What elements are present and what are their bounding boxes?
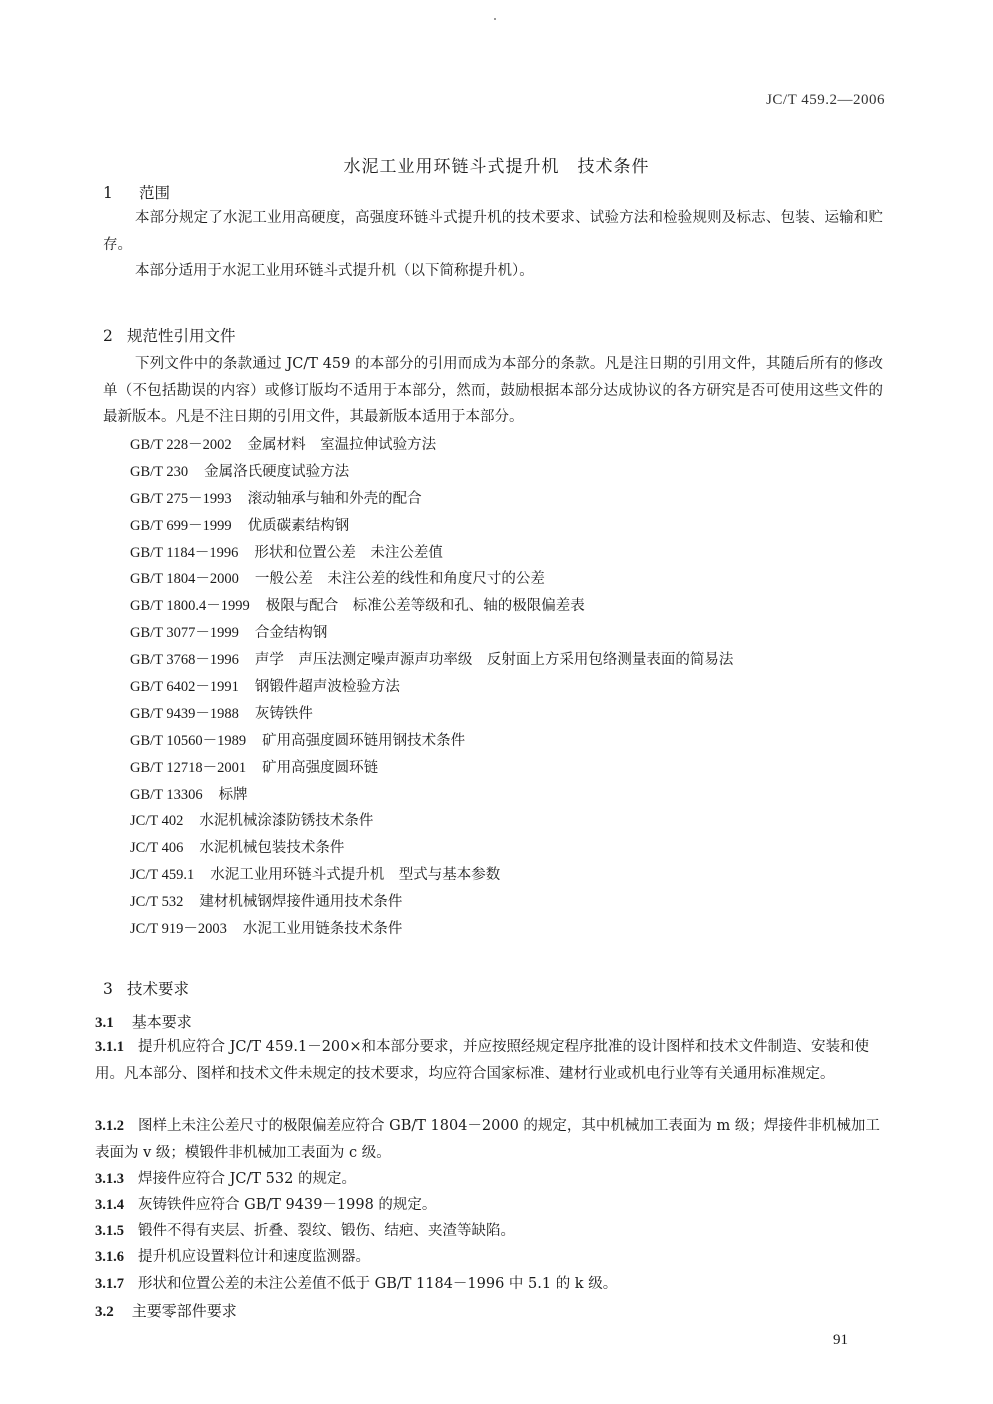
page-number: 91 bbox=[833, 1332, 848, 1348]
subsection-title: 主要零部件要求 bbox=[131, 1302, 237, 1320]
reference-title: 形状和位置公差 未注公差值 bbox=[254, 544, 443, 561]
reference-title: 建材机械钢焊接件通用技术条件 bbox=[199, 894, 403, 911]
reference-title: 一般公差 未注公差的线性和角度尺寸的公差 bbox=[254, 571, 545, 588]
reference-title: 金属材料 室温拉伸试验方法 bbox=[247, 437, 437, 453]
reference-item bbox=[130, 459, 733, 486]
clause-number: 3.1.3 bbox=[95, 1171, 124, 1187]
reference-code: GB/T 3077－1999 bbox=[130, 625, 239, 642]
section-number: 3 bbox=[103, 980, 113, 998]
reference-item bbox=[130, 755, 733, 782]
reference-title: 滚动轴承与轴和外壳的配合 bbox=[247, 490, 422, 507]
reference-item bbox=[130, 808, 733, 835]
clause-3-1-1 bbox=[95, 1034, 885, 1087]
section-1-heading bbox=[103, 181, 170, 203]
section-2-paragraph: 下列文件中的条款通过 JC/T 459 的本部分的引用而成为本部分的条款。凡是注日期的引用文件，其随后所有的修改单（不包括勘误的内容）或修订版均不适用于本部分，然而，鼓励根据本部分达成协议的各方研究是否可使用这些文件的最新版本。凡是不注日期的引用文件，其最新版本适用于本部分。 bbox=[103, 356, 883, 425]
subsection-title: 基本要求 bbox=[131, 1013, 192, 1031]
reference-title: 优质碳素结构钢 bbox=[247, 517, 350, 534]
clause-number: 3.1.2 bbox=[95, 1118, 124, 1134]
reference-title: 灰铸铁件 bbox=[254, 705, 313, 722]
reference-title: 标牌 bbox=[218, 786, 248, 803]
reference-code: GB/T 12718－2001 bbox=[130, 759, 247, 776]
clause-3-1-5 bbox=[95, 1218, 885, 1245]
reference-code: GB/T 1184－1996 bbox=[130, 544, 239, 561]
reference-item bbox=[130, 486, 733, 513]
reference-item bbox=[130, 566, 733, 593]
reference-code: GB/T 1804－2000 bbox=[130, 571, 239, 588]
section-title: 规范性引用文件 bbox=[127, 327, 236, 345]
clause-3-1-7 bbox=[95, 1271, 885, 1298]
section-2-heading bbox=[103, 324, 236, 346]
reference-item bbox=[130, 432, 733, 459]
reference-item bbox=[130, 889, 733, 916]
reference-code: JC/T 402 bbox=[130, 813, 184, 830]
reference-title: 水泥工业用链条技术条件 bbox=[242, 921, 403, 938]
section-1-paragraph-2: 本部分适用于水泥工业用环链斗式提升机（以下简称提升机）。 bbox=[135, 263, 534, 279]
reference-code: JC/T 459.1 bbox=[130, 867, 195, 884]
section-title: 技术要求 bbox=[127, 980, 190, 998]
reference-code: GB/T 6402－1991 bbox=[130, 679, 239, 696]
reference-code: GB/T 228－2002 bbox=[130, 437, 232, 453]
reference-title: 水泥工业用环链斗式提升机 型式与基本参数 bbox=[210, 867, 501, 884]
reference-code: GB/T 1800.4－1999 bbox=[130, 598, 250, 615]
reference-title: 金属洛氏硬度试验方法 bbox=[204, 463, 350, 480]
reference-item bbox=[130, 620, 733, 647]
reference-code: GB/T 699－1999 bbox=[130, 517, 232, 534]
reference-title: 水泥机械包装技术条件 bbox=[199, 840, 345, 857]
reference-code: GB/T 230 bbox=[130, 463, 189, 480]
reference-item bbox=[130, 540, 733, 567]
clause-text: 图样上未注公差尺寸的极限偏差应符合 GB/T 1804－2000 的规定，其中机械加工表面为 m 级；焊接件非机械加工表面为 v 级；模锻件非机械加工表面为 c 级。 bbox=[95, 1118, 880, 1161]
normative-references-list bbox=[130, 432, 733, 943]
reference-title: 极限与配合 标准公差等级和孔、轴的极限偏差表 bbox=[265, 598, 585, 615]
clause-number: 3.1.1 bbox=[95, 1039, 124, 1055]
section-1-paragraph-1: 本部分规定了水泥工业用高硬度，高强度环链斗式提升机的技术要求、试验方法和检验规则及标志、包装、运输和贮存。 bbox=[103, 210, 883, 253]
reference-item bbox=[130, 916, 733, 943]
document-title: 水泥工业用环链斗式提升机 技术条件 bbox=[343, 157, 650, 177]
reference-title: 钢锻件超声波检验方法 bbox=[254, 679, 400, 696]
subsection-3-2-heading bbox=[95, 1300, 237, 1321]
clause-3-1-4 bbox=[95, 1192, 885, 1219]
clause-text: 提升机应符合 JC/T 459.1－200×和本部分要求，并应按照经规定程序批准的设计图样和技术文件制造、安装和使用。凡本部分、图样和技术文件未规定的技术要求，均应符合国家标准、建材行业或机电行业等有关通用标准规定。 bbox=[95, 1039, 870, 1082]
reference-item bbox=[130, 701, 733, 728]
reference-code: JC/T 532 bbox=[130, 894, 184, 911]
clause-text: 形状和位置公差的未注公差值不低于 GB/T 1184－1996 中 5.1 的 k 级。 bbox=[138, 1276, 618, 1292]
clause-number: 3.1.4 bbox=[95, 1197, 124, 1213]
section-3-heading bbox=[103, 977, 189, 999]
reference-title: 矿用高强度圆环链 bbox=[262, 759, 379, 776]
section-title: 范围 bbox=[139, 184, 171, 202]
subsection-number: 3.1 bbox=[95, 1015, 114, 1031]
clause-text: 锻件不得有夹层、折叠、裂纹、锻伤、结疤、夹渣等缺陷。 bbox=[138, 1223, 515, 1239]
clause-number: 3.1.7 bbox=[95, 1276, 124, 1292]
reference-code: GB/T 13306 bbox=[130, 786, 203, 803]
subsection-number: 3.2 bbox=[95, 1304, 114, 1320]
clause-3-1-3 bbox=[95, 1166, 885, 1193]
clause-3-1-2 bbox=[95, 1113, 885, 1166]
reference-code: GB/T 275－1993 bbox=[130, 490, 232, 507]
reference-title: 矿用高强度圆环链用钢技术条件 bbox=[262, 732, 466, 749]
reference-title: 合金结构钢 bbox=[254, 625, 328, 642]
reference-code: GB/T 10560－1989 bbox=[130, 732, 247, 749]
reference-code: GB/T 3768－1996 bbox=[130, 652, 239, 669]
clause-3-1-6 bbox=[95, 1244, 885, 1271]
reference-item bbox=[130, 674, 733, 701]
reference-code: GB/T 9439－1988 bbox=[130, 705, 239, 722]
clause-number: 3.1.6 bbox=[95, 1249, 124, 1265]
reference-title: 声学 声压法测定噪声源声功率级 反射面上方采用包络测量表面的简易法 bbox=[254, 652, 734, 669]
section-number: 2 bbox=[103, 327, 113, 345]
reference-item bbox=[130, 593, 733, 620]
clause-text: 提升机应设置料位计和速度监测器。 bbox=[138, 1249, 370, 1265]
reference-code: JC/T 406 bbox=[130, 840, 184, 857]
scan-artifact bbox=[494, 18, 496, 20]
reference-item bbox=[130, 513, 733, 540]
reference-item bbox=[130, 647, 733, 674]
standard-code: JC/T 459.2—2006 bbox=[766, 92, 885, 108]
reference-code: JC/T 919－2003 bbox=[130, 921, 227, 938]
clause-number: 3.1.5 bbox=[95, 1223, 124, 1239]
section-number: 1 bbox=[103, 184, 113, 202]
clause-text: 焊接件应符合 JC/T 532 的规定。 bbox=[138, 1171, 356, 1187]
subsection-3-1-heading bbox=[95, 1011, 192, 1032]
clause-text: 灰铸铁件应符合 GB/T 9439－1998 的规定。 bbox=[138, 1197, 437, 1213]
reference-item bbox=[130, 728, 733, 755]
reference-item bbox=[130, 782, 733, 809]
reference-item bbox=[130, 862, 733, 889]
reference-title: 水泥机械涂漆防锈技术条件 bbox=[199, 813, 374, 830]
reference-item bbox=[130, 835, 733, 862]
